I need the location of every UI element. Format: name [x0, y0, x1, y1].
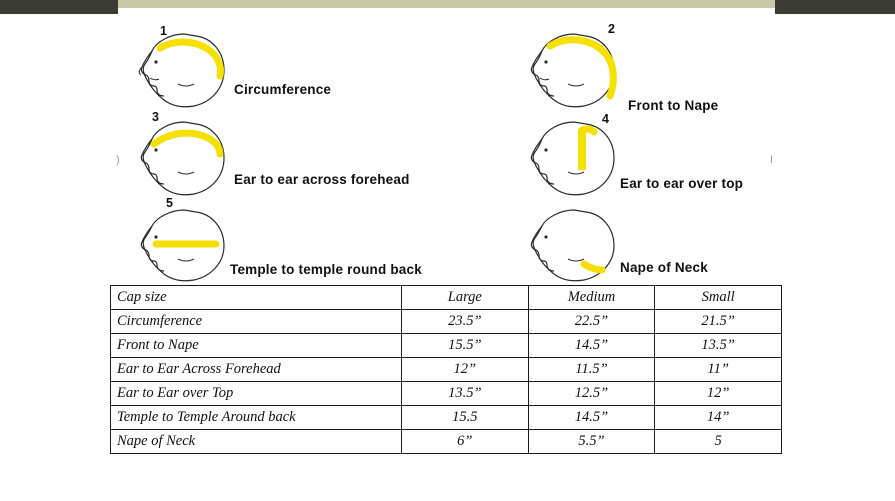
row-value-medium: 14.5” [528, 334, 655, 358]
head-profile-icon [130, 114, 248, 202]
table-row [111, 382, 782, 406]
panel-caption-circumference: Circumference [234, 82, 332, 97]
row-value-large: 23.5” [402, 310, 529, 334]
row-value-large: 15.5 [402, 406, 529, 430]
stray-mark-right: I [770, 154, 774, 166]
table-row [111, 430, 782, 454]
row-value-small: 21.5” [655, 310, 782, 334]
row-label: Nape of Neck [111, 430, 402, 454]
table-row [111, 358, 782, 382]
table-header-large: Large [402, 286, 529, 310]
panel-number-2: 2 [608, 22, 615, 36]
size-chart-table [110, 285, 782, 454]
diagram-panel-ear-to-ear-forehead [130, 110, 470, 202]
row-value-medium: 22.5” [528, 310, 655, 334]
table-row [111, 310, 782, 334]
panel-caption-nape-of-neck: Nape of Neck [620, 260, 708, 275]
table-header-row [111, 286, 782, 310]
row-value-large: 6” [402, 430, 529, 454]
row-value-small: 13.5” [655, 334, 782, 358]
row-value-small: 5 [655, 430, 782, 454]
head-profile-icon [130, 26, 248, 114]
row-value-medium: 11.5” [528, 358, 655, 382]
stray-mark-left: ) [116, 154, 120, 166]
table-header-medium: Medium [528, 286, 655, 310]
diagram-panel-nape-of-neck [520, 200, 860, 288]
table-row [111, 406, 782, 430]
top-edge-band-left [0, 0, 118, 14]
diagram-panel-temple-to-temple [130, 196, 470, 288]
row-value-large: 15.5” [402, 334, 529, 358]
row-value-medium: 14.5” [528, 406, 655, 430]
table-row [111, 334, 782, 358]
panel-caption-temple-to-temple: Temple to temple round back [230, 262, 422, 277]
row-value-small: 11” [655, 358, 782, 382]
row-label: Ear to Ear Across Forehead [111, 358, 402, 382]
panel-number-1: 1 [160, 24, 167, 38]
row-label: Front to Nape [111, 334, 402, 358]
row-value-large: 13.5” [402, 382, 529, 406]
row-label: Circumference [111, 310, 402, 334]
row-value-large: 12” [402, 358, 529, 382]
panel-number-3: 3 [152, 110, 159, 124]
row-value-small: 12” [655, 382, 782, 406]
panel-number-4: 4 [602, 112, 609, 126]
row-value-medium: 5.5” [528, 430, 655, 454]
bottom-strip [0, 483, 895, 501]
top-edge-band-middle [118, 0, 775, 8]
head-profile-icon [520, 26, 638, 114]
panel-number-5: 5 [166, 196, 173, 210]
panel-caption-ear-to-ear-over-top: Ear to ear over top [620, 176, 744, 191]
row-value-small: 14” [655, 406, 782, 430]
diagram-panel-front-to-nape [520, 22, 860, 114]
diagram-panel-ear-to-ear-over-top [520, 114, 860, 202]
diagram-panel-circumference [130, 26, 470, 114]
table-header-small: Small [655, 286, 782, 310]
row-label: Ear to Ear over Top [111, 382, 402, 406]
diagram-area [0, 14, 895, 282]
row-value-medium: 12.5” [528, 382, 655, 406]
panel-caption-ear-to-ear-forehead: Ear to ear across forehead [234, 172, 410, 187]
row-label: Temple to Temple Around back [111, 406, 402, 430]
top-edge-band-right [775, 0, 895, 14]
size-chart-table-wrapper [110, 285, 782, 454]
panel-caption-front-to-nape: Front to Nape [628, 98, 719, 113]
table-header-cap-size: Cap size [111, 286, 402, 310]
